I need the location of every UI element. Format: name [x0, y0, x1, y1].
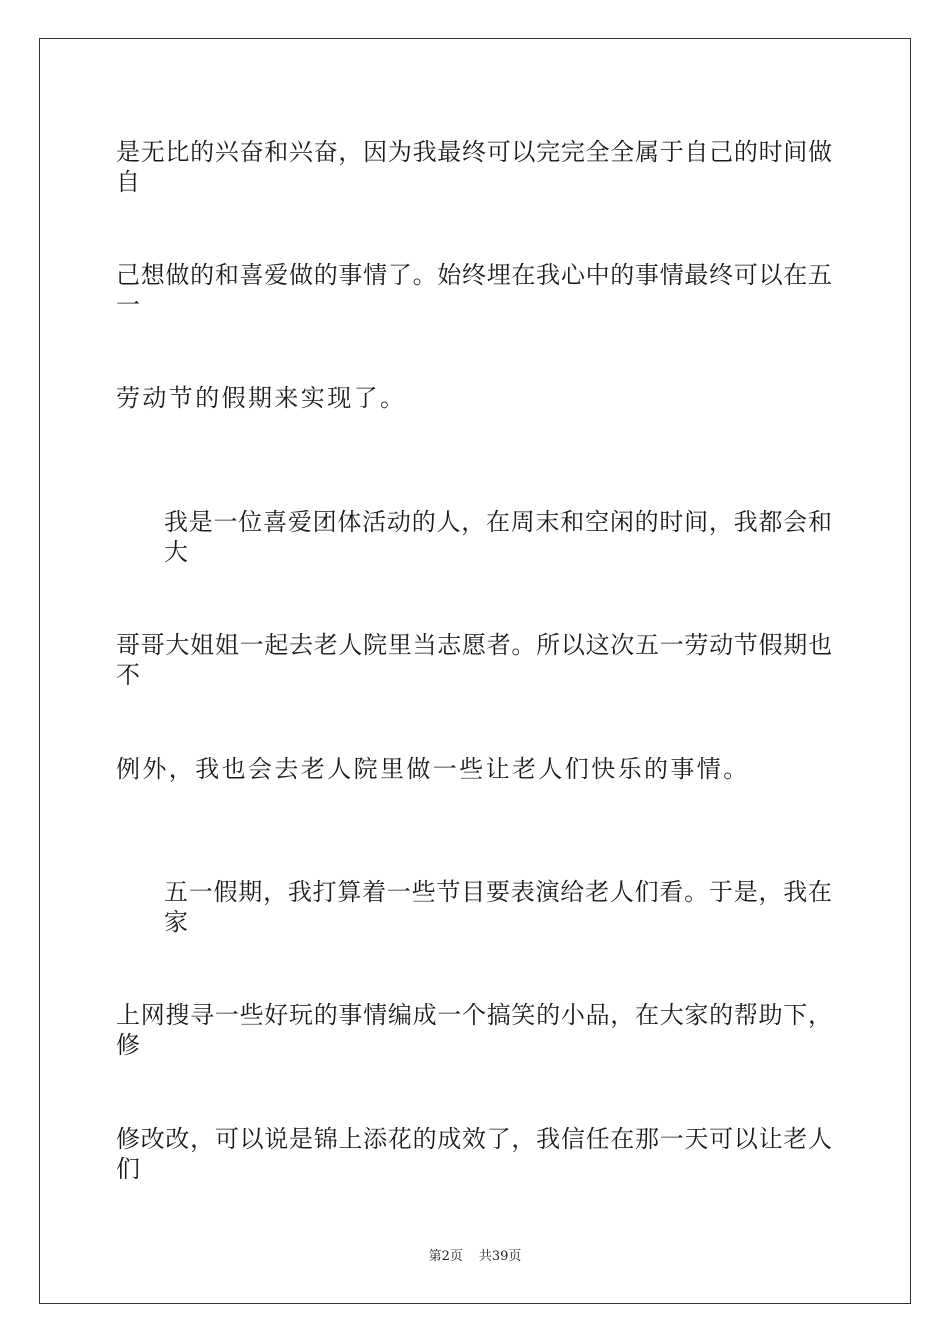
- page-number: 第2页: [428, 1249, 463, 1264]
- text-line-4: 我是一位喜爱团体活动的人，在周末和空闲的时间，我都会和大: [164, 508, 832, 566]
- text-line-1: 是无比的兴奋和兴奋，因为我最终可以完完全全属于自己的时间做自: [116, 138, 832, 196]
- text-line-5: 哥哥大姐姐一起去老人院里当志愿者。所以这次五一劳动节假期也不: [116, 631, 832, 689]
- page-total: 共39页: [478, 1249, 522, 1264]
- page-footer: [0, 1248, 950, 1266]
- text-line-6: 例外，我也会去老人院里做一些让老人们快乐的事情。: [116, 755, 750, 783]
- text-line-9: 修改改，可以说是锦上添花的成效了，我信任在那一天可以让老人们: [116, 1125, 832, 1183]
- text-line-7: 五一假期，我打算着一些节目要表演给老人们看。于是，我在家: [164, 878, 832, 936]
- text-line-2: 己想做的和喜爱做的事情了。始终埋在我心中的事情最终可以在五一: [116, 261, 832, 319]
- text-line-8: 上网搜寻一些好玩的事情编成一个搞笑的小品，在大家的帮助下，修: [116, 1001, 832, 1059]
- text-line-3: 劳动节的假期来实现了。: [116, 384, 407, 412]
